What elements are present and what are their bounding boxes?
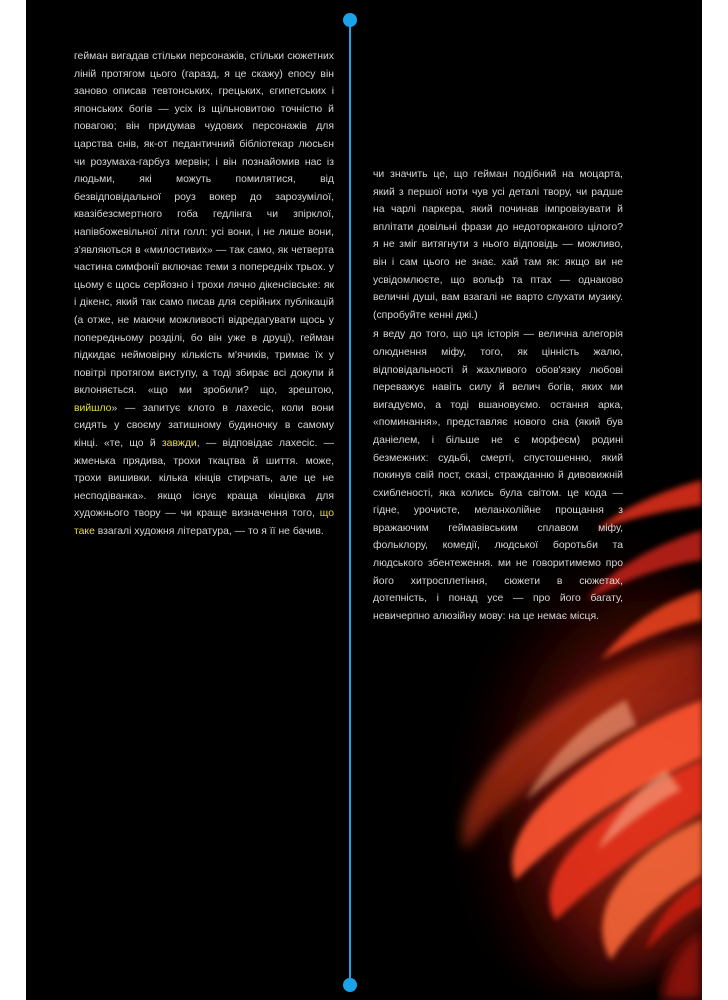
text-run: » — запитує клото в лахесіс, коли вони сидять у своєму затишному будиночку в самому кінці. «те, що й — [74, 402, 334, 450]
paragraph: чи значить це, що гейман подібний на моцарта, який з першої ноти чув усі деталі твору, чи радше на чарлі паркера, який починав імпровізувати й вплітати довільні фрази до недоторканого цілого? я не зміг витягнути з нього відповідь — можливо, він і сам цього не знає. хай там як: якщо ви не усвідомлюєте, що вольф та птах — однаково величні душі, вам взагалі не варто слухати музику. (спробуйте кенні джі.) — [373, 169, 623, 321]
right-text-column — [373, 166, 623, 625]
highlighted-text: вийшло — [74, 402, 112, 414]
column-divider — [349, 20, 351, 985]
text-run: взагалі художня література, — то я її не бачив. — [94, 526, 324, 538]
highlighted-text: завжди — [161, 438, 197, 450]
paragraph: я веду до того, що ця історія — велична алегорія олюднення міфу, того, як цінність жалю, відповідальності й жахливого обов'язку любові переважує навіть силу й велич богів, яких ми вигадуємо, а тоді вшановуємо. остання арка, «поминання», представляє нового сна (який був даніелем, і більше не є морфеєм) родині безмежних: судьбі, смерті, спустошенню, який покинув свій пост, сказі, стражданню й дивовижній схибленості, яка колись була світом. це кода — гідне, урочисте, меланхолійне прощання з вражаючим геймавівським сплавом міфу, фольклору, комедії, людської боротьби та людського збентеження. ми не говоритимемо про його хитросплетіння, сюжети в сюжетах, дотепність, і понад усе — про його багату, невичерпно алюзійну мову: на це немає місця. — [373, 329, 623, 622]
text-run: гейман вигадав стільки персонажів, стільки сюжетних ліній протягом цього (гаразд, я це скажу) епосу він заново описав тевтонських, грецьких, єгипетських і японських богів — усіх із щільновитою точністю й повагою; він придумав чудових персонажів для царства снів, як-от педантичний бібліотекар люсьєн чи розумаха-гарбуз мервін; і він познайомив нас із людьми, які можуть помилятися, від безвідповідальної роуз вокер до зарозумілої, квазібезсмертного гоба гедлінга чи зпірклої, напівбожевільної літи голл: усі вони, і не лише вони, з'являються в «милостивих» — так само, як четверта частина симфонії включає теми з попередніх трьох. у цьому є щось серйозно і трохи лячно дікенсівське: як і дікенс, який так само писав для серійних публікацій (а отже, не маючи можливості відредагувати щось у попередньому розділі, бо він уже в друці), гейман підкидає неймовірну кількість м'ячиків, тримає їх у повітрі протягом виступу, а тоді збирає всі докупи й вклоняється. «що ми зробили? що, зрештою, — [74, 51, 334, 397]
highlighted-text: що таке — [74, 508, 334, 538]
text-run: , — відповідає лахесіс. — жменька прядива, трохи ткацтва й шиття. може, трохи вишивки. кілька кінців стирчать, але це не несподіванка». якщо існує краща кінцівка для художнього твору — чи краще визначення того, — [74, 438, 334, 520]
divider-dot-top — [343, 13, 357, 27]
left-text-column — [74, 48, 334, 541]
divider-dot-bottom — [343, 978, 357, 992]
paragraph — [74, 48, 334, 541]
book-page — [26, 0, 702, 1000]
